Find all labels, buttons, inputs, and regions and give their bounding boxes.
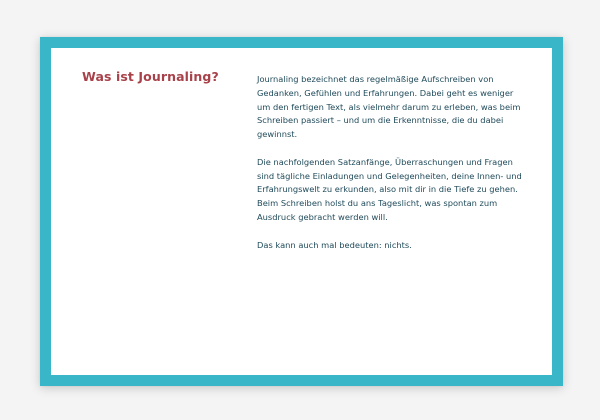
paragraph-2: Die nachfolgenden Satzanfänge, Überraschungen und Fragen sind tägliche Einladungen und Gelegenheiten, deine Innen- und Erfahrungswelt zu erkunden, also mit dir in die Tiefe zu gehen. Beim Schreiben holst du ans Tageslicht, was spontan zum Ausdruck gebracht werden will.: [257, 156, 522, 222]
page-content: [51, 48, 552, 375]
paragraph-1: Journaling bezeichnet das regelmäßige Aufschreiben von Gedanken, Gefühlen und Erfahrungen. Dabei geht es weniger um den fertigen Text, als vielmehr darum zu erleben, was beim Schreiben passiert – und um die Erkenntnisse, die du dabei gewinnst.: [257, 74, 521, 140]
body-text: [257, 73, 523, 252]
page-title: Was ist Journaling?: [82, 69, 219, 84]
page-card: [40, 37, 563, 386]
paragraph-3: Das kann auch mal bedeuten: nichts.: [257, 239, 412, 250]
